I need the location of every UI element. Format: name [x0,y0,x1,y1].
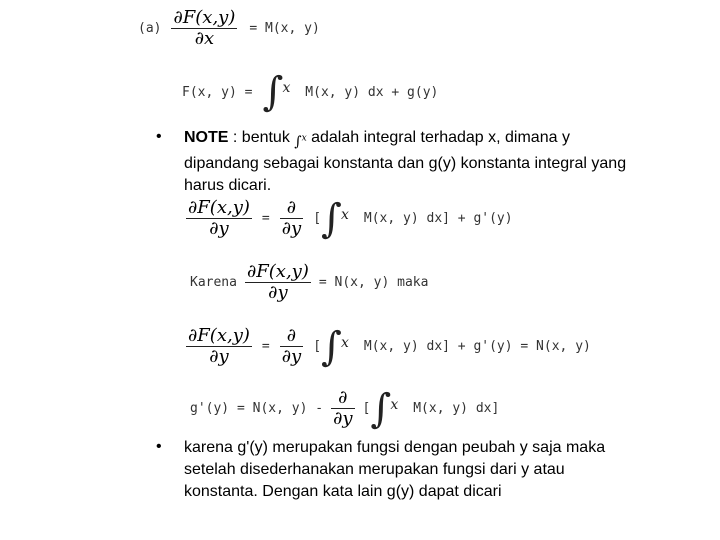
equation-label: (a) [138,21,162,36]
fraction-numerator: ∂F(x,y) [173,7,236,28]
equation-f [182,69,439,115]
note-line-2: dipandang sebagai konstanta dan g(y) konstanta integral yang [184,154,627,172]
bullet-marker: • [156,128,162,145]
equation-rhs: = N(x, y) maka [318,275,429,290]
equation-body: M(x, y) dx] + g'(y) [363,211,513,226]
bracket-open: [ [313,211,322,226]
conclusion-line-3: konstanta. Dengan kata lain g(y) dapat dicari [184,483,502,500]
equation-body: M(x, y) dx] [413,401,500,416]
equation-4 [190,385,500,432]
equation-rhs: = M(x, y) [249,21,320,36]
equation-rhs: M(x, y) dx + g(y) [305,84,439,100]
partial-operator: $\frac{\partial}{\partial y}$ [281,197,302,239]
integral-sign: ∫ x [262,69,291,115]
partial-fraction: $\frac{\partial F(x,y)}{\partial y}$ [188,325,250,367]
equals-sign: = [261,339,270,354]
note-paragraph [184,127,704,197]
integral-sign: ∫ x [321,195,349,242]
partial-operator: $\frac{\partial}{\partial y}$ [281,325,302,367]
note-bold-label: NOTE [184,129,229,146]
equation-2 [190,262,428,303]
conclusion-line-1: karena g'(y) merupakan fungsi dengan peubah y saja maka [184,439,606,456]
conclusion-paragraph [184,437,704,503]
integral-sign: ∫ x [370,385,399,432]
partial-fraction: $\frac{\partial F(x,y)}{\partial y}$ [246,261,309,303]
partial-fraction: $\frac{\partial F(x,y)}{\partial y}$ [188,197,250,239]
partial-operator: $\frac{\partial}{\partial y}$ [333,387,353,429]
equation-a [138,8,320,49]
note-line-3: harus dicari. [184,176,272,194]
conclusion-line-2: setelah disederhanakan merupakan fungsi dari y atau [184,461,565,478]
integral-sign: ∫ x [321,323,349,370]
equals-sign: = [261,211,270,226]
equation-lhs: g'(y) = N(x, y) - [190,401,324,416]
equation-1 [186,195,513,242]
equation-body: M(x, y) dx] + g'(y) = N(x, y) [363,339,591,354]
bracket-open: [ [313,339,322,354]
bullet-marker: • [156,438,162,455]
integral-sign: ∫$^x$ [294,133,307,150]
partial-fraction [171,8,237,49]
equation-lhs: F(x, y) = [182,84,253,100]
note-line-1: NOTE : bentuk ∫$^x$ adalah integral terhadap x, dimana y [184,129,570,150]
fraction-denominator: ∂x [194,28,215,49]
karena-label: Karena [190,275,237,290]
equation-3 [186,323,591,370]
bracket-open: [ [362,401,371,416]
integral-upper: x [282,80,291,96]
